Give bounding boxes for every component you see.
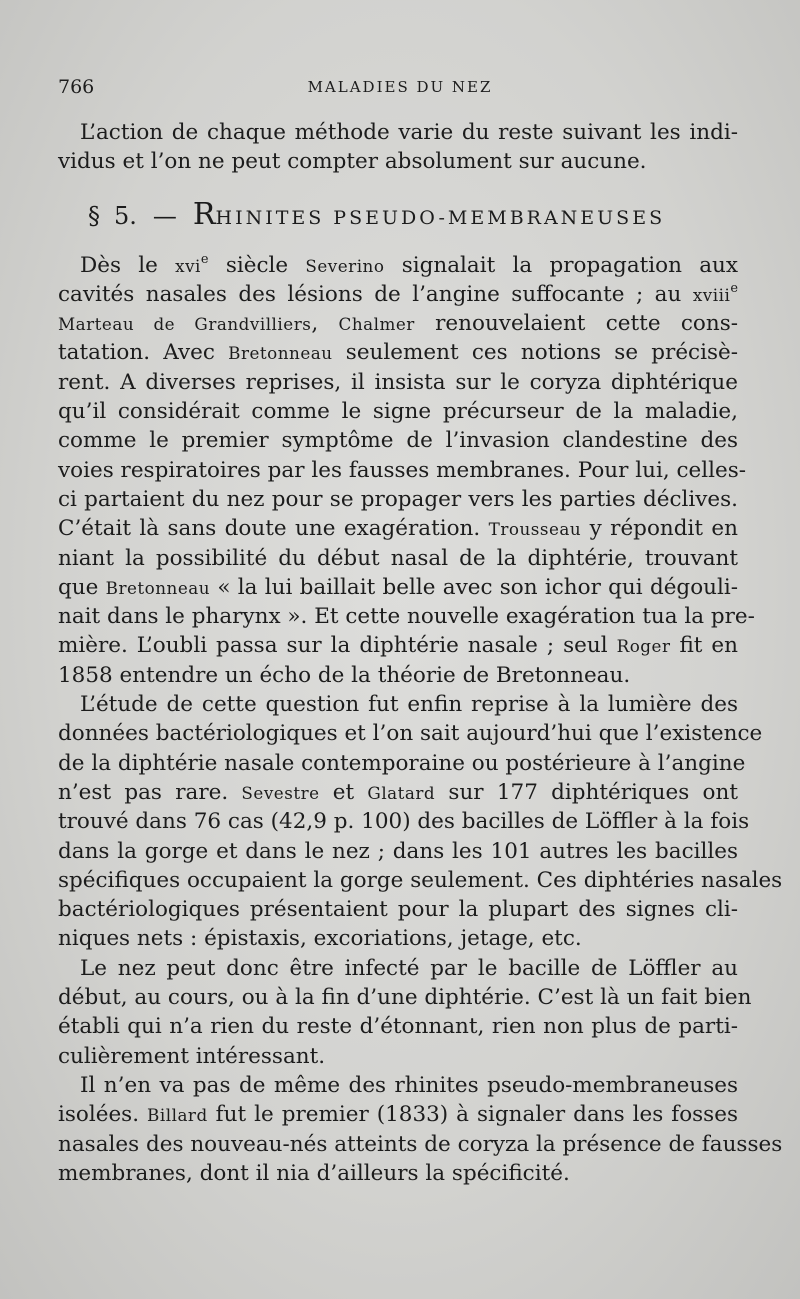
text-line: isolées. Billard fut le premier (1833) à signaler dans les fosses <box>58 1102 738 1128</box>
text-line: Marteau de Grandvilliers, Chalmer renouvelaient cette cons- <box>58 311 738 337</box>
text-line: Il n’en va pas de même des rhinites pseudo-membraneuses <box>80 1072 738 1098</box>
text-line: ci partaient du nez pour se propager vers les parties déclives. <box>58 486 738 512</box>
text-line: spécifiques occupaient la gorge seulement. Ces diphtéries nasales <box>58 867 783 893</box>
text-line: 1858 entendre un écho de la théorie de Bretonneau. <box>58 662 631 688</box>
text-line: trouvé dans 76 cas (42,9 p. 100) des bacilles de Löffler à la fois <box>58 809 750 835</box>
body-text <box>58 118 783 1188</box>
text-line: établi qui n’a rien du reste d’étonnant, rien non plus de parti- <box>58 1014 738 1040</box>
running-title: MALADIES DU NEZ <box>307 78 493 96</box>
text-line: L’action de chaque méthode varie du reste suivant les indi- <box>80 120 738 145</box>
text-line: bactériologiques présentaient pour la plupart des signes cli- <box>58 897 738 923</box>
text-line: comme le premier symptôme de l’invasion clandestine des <box>58 428 738 454</box>
text-line: vidus et l’on ne peut compter absolument sur aucune. <box>58 149 647 175</box>
text-line: niant la possibilité du début nasal de la diphtérie, trouvant <box>58 545 738 571</box>
text-line: Le nez peut donc être infecté par le bacille de Löffler au <box>80 955 738 981</box>
text-line: culièrement intéressant. <box>58 1043 326 1069</box>
running-head <box>58 76 742 102</box>
text-line: qu’il considérait comme le signe précurseur de la maladie, <box>58 399 738 425</box>
text-line: cavités nasales des lésions de l’angine suffocante ; au xviii$^e$ <box>58 280 738 307</box>
text-line: début, au cours, ou à la fin d’une diphtérie. C’est là un fait bien <box>58 985 752 1011</box>
text-line: données bactériologiques et l’on sait aujourd’hui que l’existence <box>58 721 763 747</box>
text-line: C’était là sans doute une exagération. Trousseau y répondit en <box>58 516 739 542</box>
section-title: HINITES PSEUDO-MEMBRANEUSES <box>215 206 666 229</box>
section-number: 5. <box>114 201 137 230</box>
text-line: membranes, dont il nia d’ailleurs la spécificité. <box>58 1160 570 1186</box>
text-line: nasales des nouveau-nés atteints de coryza la présence de fausses <box>58 1131 783 1157</box>
text-line: n’est pas rare. Sevestre et Glatard sur 177 diphtériques ont <box>58 779 738 805</box>
text-line: que Bretonneau « la lui baillait belle avec son ichor qui dégouli- <box>58 574 739 600</box>
section-heading <box>58 185 738 245</box>
text-line: niques nets : épistaxis, excoriations, jetage, etc. <box>58 926 582 952</box>
section-title-initial: R <box>192 196 216 232</box>
text-line: nait dans le pharynx ». Et cette nouvelle exagération tua la pre- <box>58 604 755 630</box>
text-line: Dès le xvi$^e$ siècle Severino signalait la propagation aux <box>80 251 738 278</box>
text-line: rent. A diverses reprises, il insista sur le coryza diphtérique <box>58 369 738 395</box>
section-mark: § <box>88 201 100 230</box>
text-line: L’étude de cette question fut enfin reprise à la lumière des <box>80 692 738 718</box>
page-number: 766 <box>58 76 95 98</box>
text-line: dans la gorge et dans le nez ; dans les 101 autres les bacilles <box>58 838 738 864</box>
text-line: voies respiratoires par les fausses membranes. Pour lui, celles- <box>58 457 747 483</box>
text-line: mière. L’oubli passa sur la diphtérie nasale ; seul Roger fit en <box>58 633 738 659</box>
section-dash: — <box>152 201 177 230</box>
text-line: de la diphtérie nasale contemporaine ou postérieure à l’angine <box>58 750 746 776</box>
text-line: tatation. Avec Bretonneau seulement ces notions se précisè- <box>58 340 738 366</box>
